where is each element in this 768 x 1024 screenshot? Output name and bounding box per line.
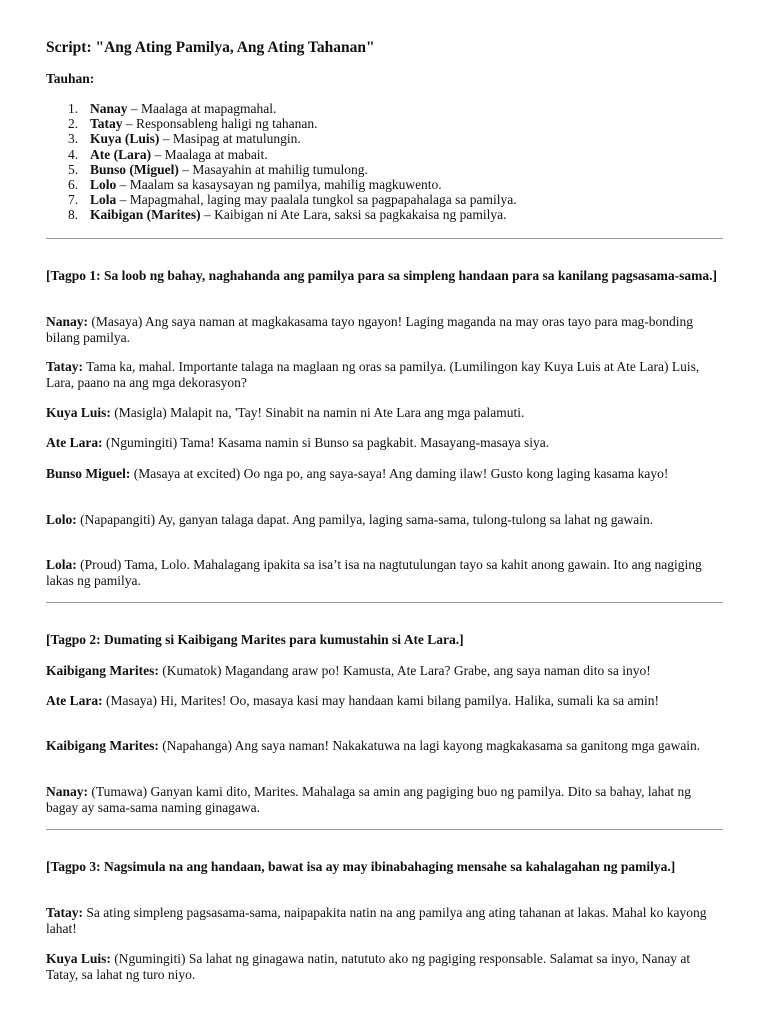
script-title: Script: "Ang Ating Pamilya, Ang Ating Tahanan" (46, 39, 375, 56)
cast-item: 5. Bunso (Miguel) – Masayahin at mahilig tumulong. (68, 161, 368, 177)
dialogue-line: Lola: (Proud) Tama, Lolo. Mahalagang ipakita sa isa’t isa na nagtutulungan tayo sa kahit anong gawain. Ito ang nagiging lakas ng pamilya. (46, 557, 702, 588)
section-divider (46, 238, 723, 239)
cast-item: 2. Tatay – Responsableng haligi ng tahanan. (68, 116, 318, 132)
dialogue-line: Nanay: (Masaya) Ang saya naman at magkakasama tayo ngayon! Laging maganda na may oras tayo para mag-bonding bilang pamilya. (46, 314, 694, 345)
scene-heading: [Tagpo 1: Sa loob ng bahay, naghahanda ang pamilya para sa simpleng handaan para sa kanilang pagsasama-sama.] (46, 268, 717, 283)
dialogue-line: Lolo: (Napapangiti) Ay, ganyan talaga dapat. Ang pamilya, laging sama-sama, tulong-tulong sa lahat ng gawain. (46, 512, 654, 527)
tauhan-heading: Tauhan: (46, 71, 95, 86)
dialogue-line: Ate Lara: (Masaya) Hi, Marites! Oo, masaya kasi may handaan kami bilang pamilya. Halika, sumali ka sa amin! (46, 693, 659, 708)
section-divider (46, 829, 723, 830)
dialogue-line: Kaibigang Marites: (Napahanga) Ang saya naman! Nakakatuwa na lagi kayong magkakasama sa ganitong mga gawain. (46, 738, 701, 753)
cast-item: 8. Kaibigan (Marites) – Kaibigan ni Ate Lara, saksi sa pagkakaisa ng pamilya. (68, 207, 507, 223)
cast-item: 7. Lola – Mapagmahal, laging may paalala tungkol sa pagpapahalaga sa pamilya. (68, 192, 517, 208)
dialogue-line: Kuya Luis: (Ngumingiti) Sa lahat ng ginagawa natin, natututo ako ng pagiging responsable. Salamat sa inyo, Nanay at Tatay, sa lahat ng turo niyo. (46, 951, 691, 982)
cast-item: 6. Lolo – Maalam sa kasaysayan ng pamilya, mahilig magkuwento. (68, 177, 442, 193)
dialogue-line: Bunso Miguel: (Masaya at excited) Oo nga po, ang saya-saya! Ang daming ilaw! Gusto kong laging kasama kayo! (46, 466, 669, 481)
scene-heading: [Tagpo 3: Nagsimula na ang handaan, bawat isa ay may ibinabahaging mensahe sa kahalagahan ng pamilya.] (46, 859, 676, 874)
dialogue-line: Kuya Luis: (Masigla) Malapit na, 'Tay! Sinabit na namin ni Ate Lara ang mga palamuti. (46, 405, 525, 420)
cast-list (46, 101, 722, 223)
cast-item: 4. Ate (Lara) – Maalaga at mabait. (68, 146, 268, 162)
dialogue-line: Ate Lara: (Ngumingiti) Tama! Kasama namin si Bunso sa pagkabit. Masayang-masaya siya. (46, 435, 550, 450)
dialogue-line: Tatay: Sa ating simpleng pagsasama-sama, naipapakita natin na ang pamilya ang ating tahanan at lakas. Mahal ko kayong lahat! (46, 905, 707, 936)
scene-heading: [Tagpo 2: Dumating si Kaibigang Marites para kumustahin si Ate Lara.] (46, 632, 464, 647)
dialogue-line: Tatay: Tama ka, mahal. Importante talaga na maglaan ng oras sa pamilya. (Lumilingon kay Kuya Luis at Ate Lara) Luis, Lara, paano na ang mga dekorasyon? (46, 359, 700, 390)
cast-item: 1. Nanay – Maalaga at mapagmahal. (68, 101, 277, 116)
dialogue-line: Nanay: (Tumawa) Ganyan kami dito, Marites. Mahalaga sa amin ang pagiging buo ng pamilya. Dito sa bahay, lahat ng bagay ay sama-sama naming ginagawa. (46, 784, 692, 815)
dialogue-line: Kaibigang Marites: (Kumatok) Magandang araw po! Kamusta, Ate Lara? Grabe, ang saya naman dito sa inyo! (46, 663, 651, 678)
cast-item: 3. Kuya (Luis) – Masipag at matulungin. (68, 131, 301, 147)
section-divider (46, 602, 723, 603)
